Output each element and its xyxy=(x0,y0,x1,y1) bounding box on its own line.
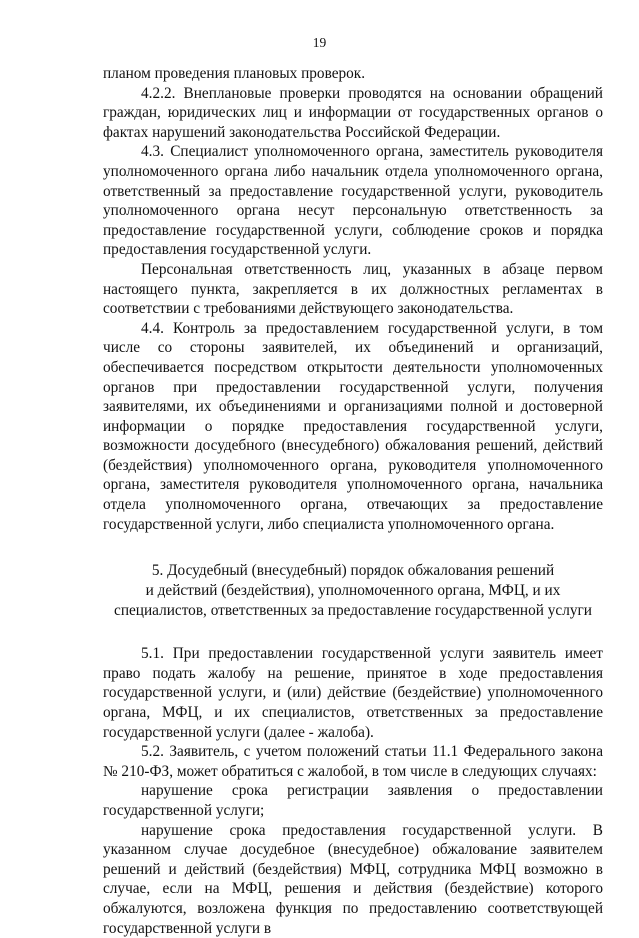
paragraph-5-2: 5.2. Заявитель, с учетом положений статьи 11.1 Федерального закона № 210-ФЗ, может обратиться с жалобой, в том числе в следующих случаях: xyxy=(103,743,603,780)
paragraph-case-deadline: нарушение срока предоставления государственной услуги. В указанном случае досудебное (внесудебное) обжалование заявителем решений и действий (бездействия) МФЦ, сотрудника МФЦ возможно в случае, если на МФЦ, решения и действия (бездействие) которого обжалуются, возложена функция по предоставлению соответствующей государственной услуги в xyxy=(103,821,603,937)
paragraph-continuation: планом проведения плановых проверок. xyxy=(103,65,366,82)
paragraph-case-registration: нарушение срока регистрации заявления о предоставлении государственной услуги; xyxy=(103,782,603,819)
section-heading-line-3: специалистов, ответственных за предоставление государственной услуги xyxy=(114,602,592,620)
section-heading-line-2: и действий (бездействия), уполномоченного органа, МФЦ, и их xyxy=(145,582,561,600)
section-5-heading xyxy=(103,561,603,621)
paragraph-4-4: 4.4. Контроль за предоставлением государственной услуги, в том числе со стороны заявителей, их объединений и организаций, обеспечивается посредством открытости деятельности уполномоченных органов при предоставлении государственной услуги, получения заявителями, их объединениями и организациями полной и достоверной информации о порядке предоставления государственной услуги, возможности досудебного (внесудебного) обжалования решений, действий (бездействия) уполномоченного органа, руководителя уполномоченного органа, заместителя руководителя уполномоченного органа, начальника отдела уполномоченного органа, отвечающих за предоставление государственной услуги, либо специалиста уполномоченного органа. xyxy=(103,319,603,533)
section-heading-line-1: 5. Досудебный (внесудебный) порядок обжалования решений xyxy=(151,562,555,580)
paragraph-4-2-2: 4.2.2. Внеплановые проверки проводятся на основании обращений граждан, юридических лиц и информации от государственных органов о фактах нарушений законодательства Российской Федерации. xyxy=(103,84,603,141)
paragraph-4-3: 4.3. Специалист уполномоченного органа, заместитель руководителя уполномоченного органа либо начальник отдела уполномоченного органа, ответственный за предоставление государственной услуги, руководитель уполномоченного органа несут персональную ответственность за предоставление государственной услуги, соблюдение сроков и порядка предоставления государственной услуги. xyxy=(103,143,603,259)
paragraph-5-1: 5.1. При предоставлении государственной услуги заявитель имеет право подать жалобу на решение, принятое в ходе предоставления государственной услуги, и (или) действие (бездействие) уполномоченного органа, МФЦ, и их специалистов, ответственных за предоставление государственной услуги (далее - жалоба). xyxy=(103,645,603,741)
document-body xyxy=(103,64,603,938)
paragraph-personal-responsibility: Персональная ответственность лиц, указанных в абзаце первом настоящего пункта, закрепляется в их должностных регламентах в соответствии с требованиями действующего законодательства. xyxy=(103,260,603,318)
page-number: 19 xyxy=(312,35,327,50)
